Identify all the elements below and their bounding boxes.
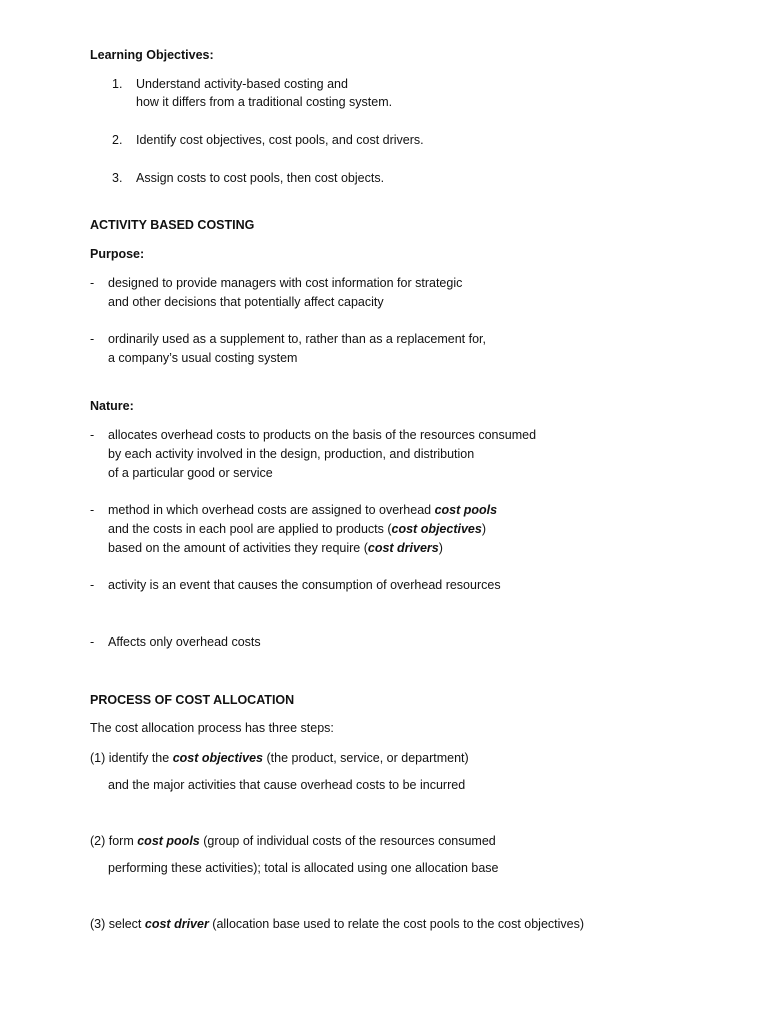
nature-bullet-4-line-1: Affects only overhead costs — [108, 635, 261, 649]
step-2-line-1 — [90, 833, 496, 849]
purpose-bullet-2-line-1: ordinarily used as a supplement to, rather than as a replacement for, — [108, 332, 486, 346]
purpose-bullet-2-line-2: a company’s usual costing system — [108, 351, 298, 365]
nature-bullet-1-line-2: by each activity involved in the design, production, and distribution — [108, 447, 475, 461]
nature-bullet-3-dash: - — [90, 578, 95, 592]
step-3-line-1 — [90, 916, 584, 932]
purpose-bullet-1-line-2: and other decisions that potentially affect capacity — [108, 295, 384, 309]
line-text: (group of individual costs of the resources consumed — [199, 834, 496, 848]
nature-heading: Nature: — [90, 399, 134, 413]
line-text: (1) identify the — [90, 751, 173, 765]
nature-bullet-1-line-3: of a particular good or service — [108, 466, 273, 480]
line-text: method in which overhead costs are assigned to overhead — [108, 503, 435, 517]
purpose-bullet-1-line-1: designed to provide managers with cost information for strategic — [108, 276, 463, 290]
nature-bullet-1-dash: - — [90, 428, 95, 442]
nature-bullet-4-dash: - — [90, 635, 95, 649]
line-text: (allocation base used to relate the cost pools to the cost objectives) — [208, 917, 585, 931]
nature-bullet-2-line-1 — [108, 502, 497, 518]
line-text: (3) select — [90, 917, 145, 931]
step-1-line-1 — [90, 750, 469, 766]
step-1-line-2: and the major activities that cause overhead costs to be incurred — [108, 778, 466, 792]
purpose-bullet-2-dash: - — [90, 332, 95, 346]
term-cost-driver: cost driver — [144, 917, 209, 931]
learning-objectives-heading: Learning Objectives: — [90, 48, 214, 62]
line-text: ) — [438, 541, 443, 555]
purpose-bullet-1-dash: - — [90, 276, 95, 290]
objective-1-line-2: how it differs from a traditional costing system. — [136, 95, 393, 109]
nature-bullet-1-line-1: allocates overhead costs to products on the basis of the resources consumed — [108, 428, 537, 442]
step-2-line-2: performing these activities); total is allocated using one allocation base — [108, 861, 499, 875]
objective-3-number: 3. — [112, 171, 123, 185]
process-intro: The cost allocation process has three steps: — [90, 721, 334, 735]
objective-1-number: 1. — [112, 77, 123, 91]
objective-3-line-1: Assign costs to cost pools, then cost objects. — [136, 171, 385, 185]
objective-1-line-1: Understand activity-based costing and — [136, 77, 348, 91]
term-cost-pools: cost pools — [137, 834, 200, 848]
line-text: (the product, service, or department) — [263, 751, 469, 765]
objective-2-line-1: Identify cost objectives, cost pools, and cost drivers. — [136, 133, 424, 147]
term-cost-objectives: cost objectives — [391, 522, 482, 536]
nature-bullet-2-dash: - — [90, 503, 95, 517]
term-cost-pools: cost pools — [434, 503, 498, 517]
nature-bullet-3-line-1: activity is an event that causes the consumption of overhead resources — [108, 578, 501, 592]
term-cost-drivers: cost drivers — [367, 541, 439, 555]
line-text: based on the amount of activities they require ( — [108, 541, 368, 555]
purpose-heading: Purpose: — [90, 247, 145, 261]
nature-bullet-2-line-2 — [108, 521, 486, 537]
line-text: ) — [481, 522, 487, 536]
section-heading-abc: ACTIVITY BASED COSTING — [90, 218, 255, 232]
nature-bullet-2-line-3 — [108, 540, 443, 556]
line-text: and the costs in each pool are applied to products ( — [108, 522, 392, 536]
line-text: (2) form — [90, 834, 138, 848]
term-cost-objectives: cost objectives — [172, 751, 264, 765]
objective-2-number: 2. — [112, 133, 123, 147]
section-heading-process: PROCESS OF COST ALLOCATION — [90, 693, 295, 707]
